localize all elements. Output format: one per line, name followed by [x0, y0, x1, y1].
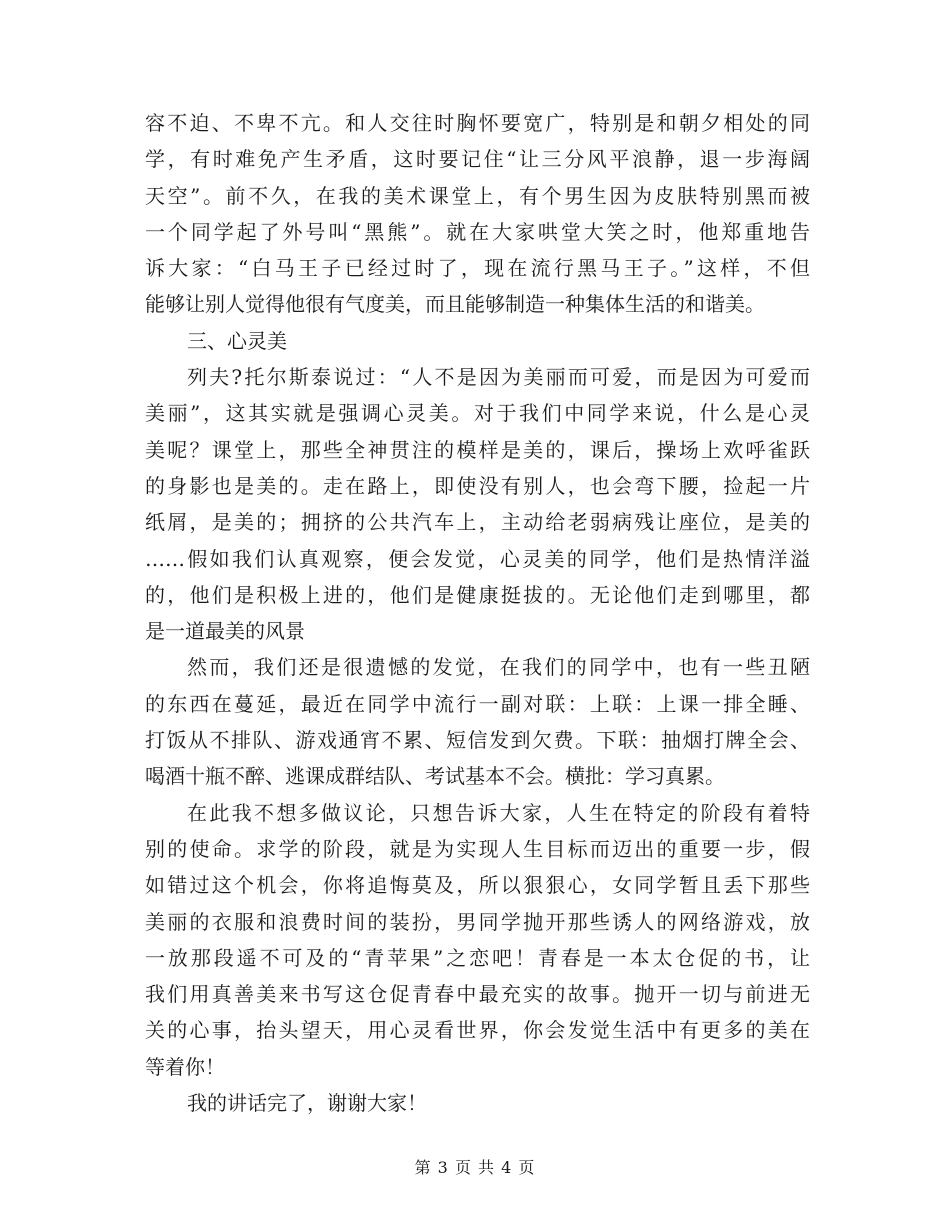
text-line: 如错过这个机会，你将追悔莫及，所以狠狠心，女同学暂且丢下那些 — [145, 873, 810, 898]
text-line: 喝酒十瓶不醉、逃课成群结队、考试基本不会。横批：学习真累。 — [145, 764, 725, 789]
text-line: 打饭从不排队、游戏通宵不累、短信发到欠费。下联：抽烟打牌全会、 — [145, 728, 810, 753]
text-line: 的身影也是美的。走在路上，即使没有别人，也会弯下腰，捡起一片 — [145, 473, 810, 498]
text-line: 一个同学起了外号叫“黑熊”。就在大家哄堂大笑之时，他郑重地告 — [145, 219, 810, 244]
text-line: 纸屑，是美的；拥挤的公共汽车上，主动给老弱病残让座位，是美的 — [145, 510, 810, 535]
text-line: 美丽的衣服和浪费时间的装扮，男同学抛开那些诱人的网络游戏，放 — [145, 909, 810, 934]
text-line: 一放那段遥不可及的“青苹果”之恋吧！青春是一本太仓促的书，让 — [145, 945, 810, 970]
text-line: 列夫?托尔斯泰说过：“人不是因为美丽而可爱，而是因为可爱而 — [187, 365, 810, 390]
text-line: 的，他们是积极上进的，他们是健康挺拔的。无论他们走到哪里，都 — [145, 582, 810, 607]
text-line: 能够让别人觉得他很有气度美，而且能够制造一种集体生活的和谐美。 — [145, 292, 765, 317]
text-line: 等着你！ — [145, 1054, 225, 1079]
text-line: 然而，我们还是很遗憾的发觉，在我们的同学中，也有一些丑陋 — [187, 655, 810, 680]
text-line: 学，有时难免产生矛盾，这时要记住“让三分风平浪静，退一步海阔 — [145, 147, 810, 172]
text-line: 的东西在蔓延，最近在同学中流行一副对联：上联：上课一排全睡、 — [145, 691, 810, 716]
text-line: 美丽”，这其实就是强调心灵美。对于我们中同学来说，什么是心灵 — [145, 401, 810, 426]
text-line: 关的心事，抬头望天，用心灵看世界，你会发觉生活中有更多的美在 — [145, 1018, 810, 1043]
text-line: 美呢？课堂上，那些全神贯注的模样是美的，课后，操场上欢呼雀跃 — [145, 437, 810, 462]
text-line: 天空”。前不久，在我的美术课堂上，有个男生因为皮肤特别黑而被 — [145, 183, 810, 208]
text-line: 在此我不想多做议论，只想告诉大家，人生在特定的阶段有着特 — [187, 800, 810, 825]
document-body — [145, 105, 810, 1121]
text-line: 诉大家：“白马王子已经过时了，现在流行黑马王子。”这样，不但 — [145, 256, 810, 281]
text-line: 别的使命。求学的阶段，就是为实现人生目标而迈出的重要一步，假 — [145, 836, 810, 861]
page-number-footer: 第 3 页 共 4 页 — [414, 1158, 536, 1177]
text-line: 三、心灵美 — [187, 328, 287, 353]
text-line: 我们用真善美来书写这仓促青春中最充实的故事。抛开一切与前进无 — [145, 982, 810, 1007]
text-line: ……假如我们认真观察，便会发觉，心灵美的同学，他们是热情洋溢 — [145, 546, 810, 571]
text-line: 是一道最美的风景 — [145, 619, 305, 644]
text-line: 我的讲话完了，谢谢大家！ — [187, 1091, 427, 1116]
text-line: 容不迫、不卑不亢。和人交往时胸怀要宽广，特别是和朝夕相处的同 — [145, 111, 810, 135]
